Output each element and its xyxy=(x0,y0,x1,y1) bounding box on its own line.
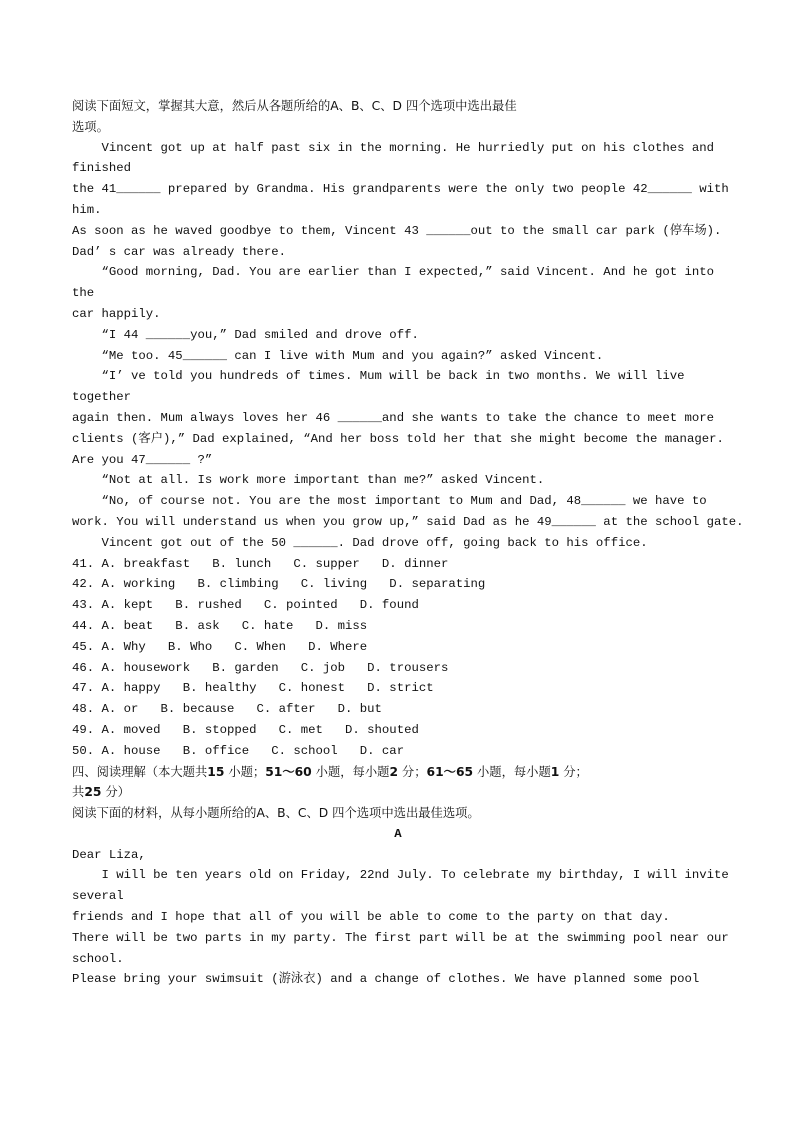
option-row: 47. A. happy B. healthy C. honest D. strict xyxy=(72,681,434,696)
option-row: 42. A. working B. climbing C. living D. separating xyxy=(72,577,486,592)
passage-line: “Not at all. Is work more important than me?” asked Vincent. xyxy=(72,473,545,488)
passage-line: again then. Mum always loves her 46 ______and she wants to take the chance to meet more xyxy=(72,410,715,425)
passage-line: the xyxy=(72,286,95,301)
option-row: 43. A. kept B. rushed C. pointed D. found xyxy=(72,598,419,613)
section-heading-text: 分） xyxy=(101,785,130,800)
section-heading-text: 小题，每小题 xyxy=(473,764,551,779)
passage-line: “I’ ve told you hundreds of times. Mum will be back in two months. We will live xyxy=(72,369,685,384)
option-row: 45. A. Why B. Who C. When D. Where xyxy=(72,639,368,654)
section-heading-text: 分； xyxy=(559,764,588,779)
intro-line-2: 选项。 xyxy=(72,119,109,134)
letter-line: friends and I hope that all of you will be able to come to the party on that day. xyxy=(72,910,670,925)
question-count: 15 xyxy=(207,764,225,779)
question-range: 61～65 xyxy=(426,764,474,779)
passage-line: “I 44 ______you,” Dad smiled and drove off. xyxy=(72,327,419,342)
section-heading-text: 共 xyxy=(72,785,85,800)
option-row: 49. A. moved B. stopped C. met D. shouted xyxy=(72,722,419,737)
passage-line: As soon as he waved goodbye to them, Vincent 43 ______out to the small car park (停车场). xyxy=(72,223,722,238)
passage-line: Vincent got out of the 50 ______. Dad drove off, going back to his office. xyxy=(72,535,648,550)
passage-line: finished xyxy=(72,161,132,176)
letter-line: Please bring your swimsuit (游泳衣) and a change of clothes. We have planned some pool xyxy=(72,972,700,987)
reading-letter xyxy=(72,845,729,991)
passage-line: “Me too. 45______ can I live with Mum and you again?” asked Vincent. xyxy=(72,348,604,363)
letter-line: several xyxy=(72,889,124,904)
answer-options xyxy=(72,554,724,762)
points-value: 2 xyxy=(389,764,399,779)
exam-page xyxy=(72,96,744,990)
letter-line: school. xyxy=(72,951,124,966)
section-heading-text: 小题，每小题 xyxy=(311,764,390,779)
option-row: 46. A. housework B. garden C. job D. trousers xyxy=(72,660,449,675)
option-row: 44. A. beat B. ask C. hate D. miss xyxy=(72,618,368,633)
part-label: A xyxy=(394,826,402,841)
letter-line: There will be two parts in my party. The first part will be at the swimming pool near our xyxy=(72,930,729,945)
passage-line: the 41______ prepared by Grandma. His grandparents were the only two people 42______ with xyxy=(72,182,729,197)
passage-line: Vincent got up at half past six in the morning. He hurriedly put on his clothes and xyxy=(72,140,715,155)
option-row: 41. A. breakfast B. lunch C. supper D. dinner xyxy=(72,556,449,571)
passage-line: car happily. xyxy=(72,306,161,321)
passage-line: “Good morning, Dad. You are earlier than I expected,” said Vincent. And he got into xyxy=(72,265,715,280)
section-heading-text: 分； xyxy=(398,764,427,779)
cloze-passage xyxy=(72,138,744,554)
passage-line: “No, of course not. You are the most important to Mum and Dad, 48______ we have to xyxy=(72,494,707,509)
question-range: 51～60 xyxy=(265,764,312,779)
passage-line: him. xyxy=(72,202,102,217)
passage-line: Are you 47______ ?” xyxy=(72,452,213,467)
option-row: 50. A. house B. office C. school D. car xyxy=(72,743,405,758)
section-heading-text: 小题； xyxy=(224,764,266,779)
total-points: 25 xyxy=(84,785,102,800)
intro-line-1: 阅读下面短文，掌握其大意，然后从各题所给的A、B、C、D 四个选项中选出最佳 xyxy=(72,99,517,113)
passage-line: Dad’ s car was already there. xyxy=(72,244,287,259)
section-heading-text: 四、阅读理解（本大题共 xyxy=(72,764,208,779)
section-heading-cont xyxy=(72,782,724,803)
passage-line: work. You will understand us when you grow up,” said Dad as he 49______ at the school gate. xyxy=(72,514,744,529)
section-heading xyxy=(72,762,724,783)
passage-line: together xyxy=(72,390,132,405)
points-value: 1 xyxy=(550,764,560,779)
passage-line: clients (客户),” Dad explained, “And her boss told her that she might become the manager. xyxy=(72,431,724,446)
option-row: 48. A. or B. because C. after D. but xyxy=(72,702,382,717)
section-instruction: 阅读下面的材料，从每小题所给的A、B、C、D 四个选项中选出最佳选项。 xyxy=(72,806,480,821)
letter-line: Dear Liza, xyxy=(72,847,146,862)
letter-line: I will be ten years old on Friday, 22nd July. To celebrate my birthday, I will invite xyxy=(72,868,729,883)
